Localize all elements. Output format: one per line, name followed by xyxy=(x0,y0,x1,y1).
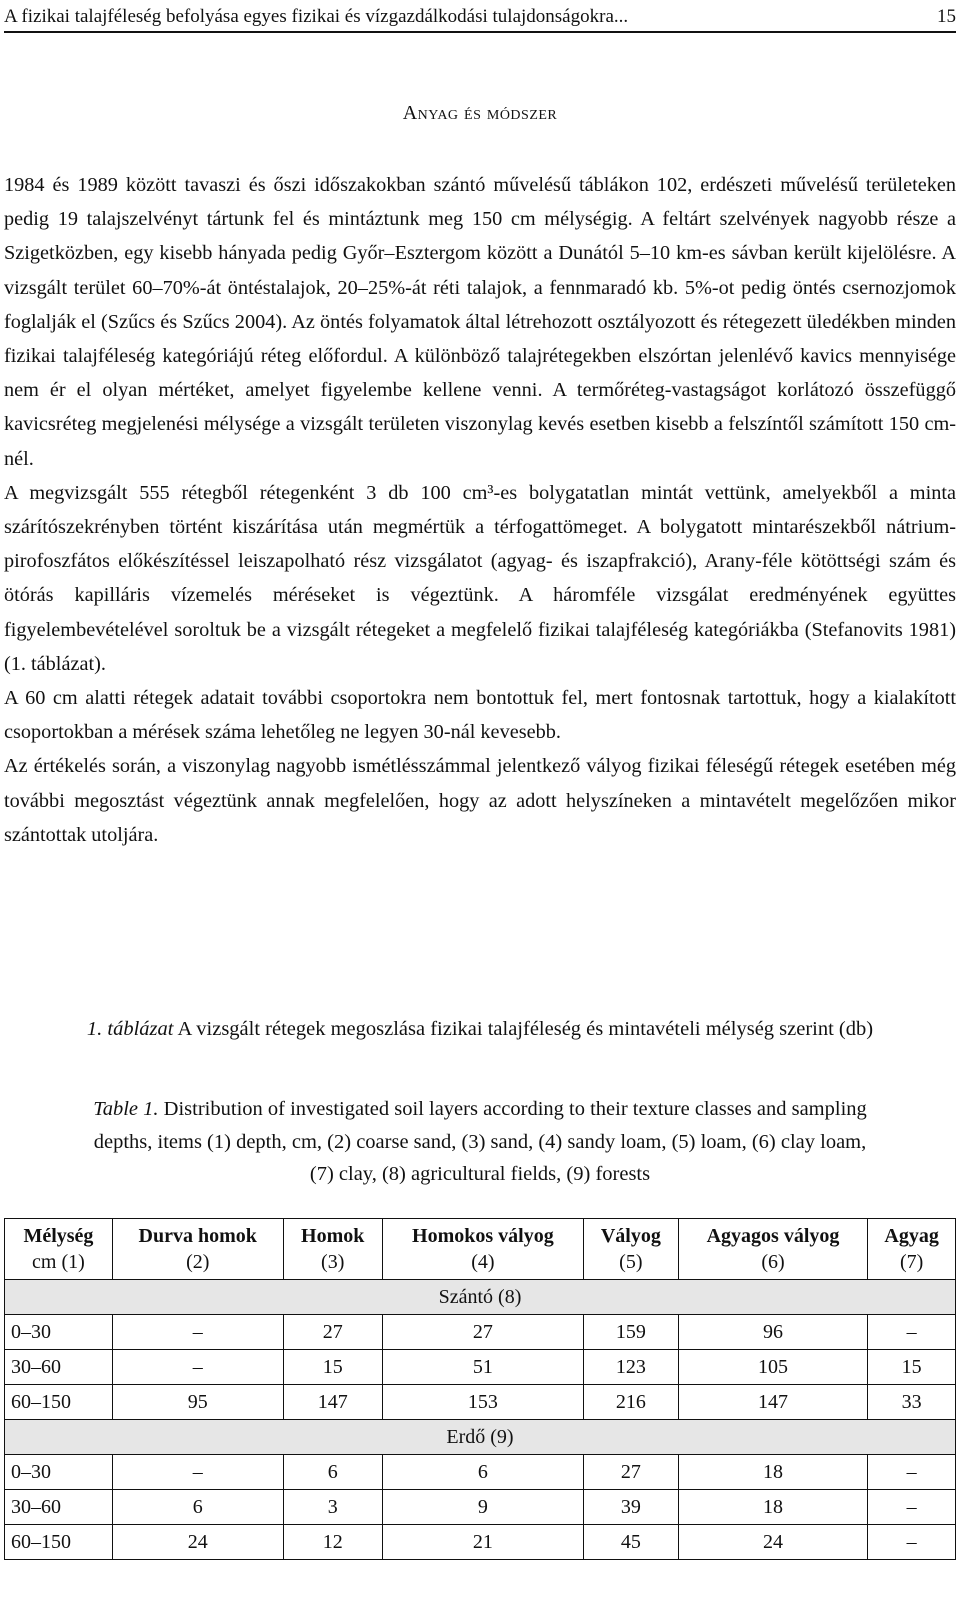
table-caption-hungarian xyxy=(80,1013,880,1046)
paragraph: A megvizsgált 555 rétegből rétegenként 3 db 100 cm³-es bolygatatlan mintát vettünk, amelyekből a minta szárítószekrényben történt kiszárítása után megmértük a térfogattömeget. A bolygatott mintarészekből nátrium-pirofoszfátos előkészítéssel leiszapolható rész vizsgálatot (agyag- és iszapfrakció), Arany-féle kötöttségi szám és ötórás kapilláris vízemelés méréseket is végeztünk. A háromféle vizsgálat eredményének együttes figyelembevételével soroltuk be a vizsgált rétegeket a megfelelő fizikai talajféleség kategóriákba (Stefanovits 1981) (1. táblázat). xyxy=(4,481,956,675)
table-cell: 6 xyxy=(283,1455,382,1490)
table-cell: 95 xyxy=(112,1385,283,1420)
column-header: Homok (3) xyxy=(283,1219,382,1280)
table-cell: 159 xyxy=(583,1315,678,1350)
column-header: Vályog (5) xyxy=(583,1219,678,1280)
section-title: Anyag és módszer xyxy=(402,102,558,124)
group-label: Erdő (9) xyxy=(5,1420,956,1455)
running-title: A fizikai talajféleség befolyása egyes fizikai és vízgazdálkodási tulajdonságokra... xyxy=(4,6,629,27)
group-label: Szántó (8) xyxy=(5,1280,956,1315)
caption-text: A vizsgált rétegek megoszlása fizikai talajféleség és mintavételi mélység szerint (db) xyxy=(177,1018,874,1040)
caption-label: Table 1. xyxy=(93,1098,159,1120)
table-cell: 147 xyxy=(678,1385,868,1420)
column-header: Agyagos vályog (6) xyxy=(678,1219,868,1280)
table-cell: 153 xyxy=(382,1385,583,1420)
paragraph: A 60 cm alatti rétegek adatait további csoportokra nem bontottuk fel, mert fontosnak tartottuk, hogy a kialakított csoportokban a mérések száma lehetőleg ne legyen 30-nál kevesebb. xyxy=(4,687,956,744)
table-row xyxy=(5,1315,956,1350)
paragraph: 1984 és 1989 között tavaszi és őszi időszakokban szántó művelésű táblákon 102, erdészeti művelésű területeken pedig 19 talajszelvényt tártunk fel és mintáztunk meg 150 cm mélységig. A feltárt szelvények nagyobb része a Szigetközben, egy kisebb hányada pedig Győr–Esztergom között a Dunától 5–10 km-es sávban került kijelölésre. A vizsgált terület 60–70%-át öntéstalajok, 20–25%-át réti talajok, a fennmaradó kb. 5%-ot pedig öntés csernozjomok foglalják el (Szűcs és Szűcs 2004). Az öntés folyamatok által létrehozott osztályozott és rétegezett üledékben minden fizikai talajféleség kategóriájú réteg előfordul. A különböző talajrétegekben elszórtan jelenlévő kavics mennyisége nem ér el olyan mértéket, amelyet figyelembe kellene venni. A termőréteg-vastagságot korlátozó összefüggő kavicsréteg megjelenési mélysége a vizsgált területen viszonylag kevés esetben kisebb a felszíntől számított 150 cm-nél. xyxy=(4,174,956,470)
table-cell: 45 xyxy=(583,1525,678,1560)
column-header: Mélység cm (1) xyxy=(5,1219,113,1280)
table-cell: 60–150 xyxy=(5,1385,113,1420)
table-cell: 15 xyxy=(868,1350,956,1385)
table-cell: 96 xyxy=(678,1315,868,1350)
table-cell: – xyxy=(112,1455,283,1490)
table-cell: – xyxy=(868,1525,956,1560)
table-cell: 216 xyxy=(583,1385,678,1420)
table-cell: – xyxy=(868,1455,956,1490)
body-text xyxy=(4,168,956,852)
data-table xyxy=(4,1218,956,1560)
table-header-row xyxy=(5,1219,956,1280)
table-cell: 3 xyxy=(283,1490,382,1525)
table-cell: – xyxy=(868,1490,956,1525)
table-cell: 0–30 xyxy=(5,1455,113,1490)
table-cell: 105 xyxy=(678,1350,868,1385)
table-cell: – xyxy=(112,1315,283,1350)
table-cell: 30–60 xyxy=(5,1350,113,1385)
table-cell: 51 xyxy=(382,1350,583,1385)
table-row xyxy=(5,1350,956,1385)
table-cell: 24 xyxy=(678,1525,868,1560)
table-cell: 27 xyxy=(583,1455,678,1490)
table-cell: 33 xyxy=(868,1385,956,1420)
caption-text: Distribution of investigated soil layers according to their texture classes and sampling depths, items (1) depth, cm, (2) coarse sand, (3) sand, (4) sandy loam, (5) loam, (6) clay loam, (7) clay, (8) agricultural fields, (9) forests xyxy=(93,1098,867,1185)
table-cell: 12 xyxy=(283,1525,382,1560)
table-cell: 0–30 xyxy=(5,1315,113,1350)
table-cell: 27 xyxy=(283,1315,382,1350)
column-header: Durva homok (2) xyxy=(112,1219,283,1280)
table-cell: 15 xyxy=(283,1350,382,1385)
table-group-row xyxy=(5,1420,956,1455)
column-header: Homokos vályog (4) xyxy=(382,1219,583,1280)
column-header: Agyag (7) xyxy=(868,1219,956,1280)
table-cell: 24 xyxy=(112,1525,283,1560)
table-group-row xyxy=(5,1280,956,1315)
table-cell: 21 xyxy=(382,1525,583,1560)
table-cell: 6 xyxy=(382,1455,583,1490)
table-cell: 123 xyxy=(583,1350,678,1385)
table-cell: – xyxy=(112,1350,283,1385)
table-cell: 39 xyxy=(583,1490,678,1525)
table-cell: 27 xyxy=(382,1315,583,1350)
paragraph: Az értékelés során, a viszonylag nagyobb ismétlésszámmal jelentkező vályog fizikai féleségű rétegek esetében még további megosztást végeztünk annak megfelelően, hogy az adott helyszíneken a mintavételt megelőzően mikor szántottak utoljára. xyxy=(4,755,956,846)
table-cell: 60–150 xyxy=(5,1525,113,1560)
table-cell: 6 xyxy=(112,1490,283,1525)
running-head xyxy=(4,2,956,33)
table-row xyxy=(5,1490,956,1525)
table-cell: 147 xyxy=(283,1385,382,1420)
table-row xyxy=(5,1525,956,1560)
table-cell: 18 xyxy=(678,1455,868,1490)
table-cell: – xyxy=(868,1315,956,1350)
table-row xyxy=(5,1455,956,1490)
page-number: 15 xyxy=(937,6,956,27)
table-cell: 9 xyxy=(382,1490,583,1525)
table-row xyxy=(5,1385,956,1420)
table-cell: 18 xyxy=(678,1490,868,1525)
table-cell: 30–60 xyxy=(5,1490,113,1525)
caption-label: 1. táblázat xyxy=(86,1018,174,1040)
table-caption-english xyxy=(80,1093,880,1191)
